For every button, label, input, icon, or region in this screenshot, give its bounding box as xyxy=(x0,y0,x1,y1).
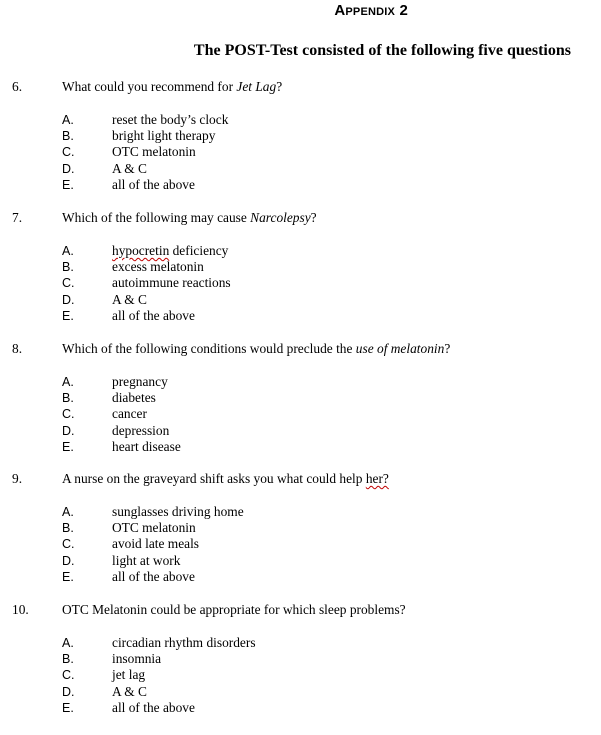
option-text: A & C xyxy=(112,160,147,176)
spellcheck-flagged-word: her? xyxy=(365,471,389,486)
option-letter: E. xyxy=(62,700,74,715)
option-text: all of the above xyxy=(112,568,195,584)
option-text: heart disease xyxy=(112,438,181,454)
option-letter: D. xyxy=(62,161,75,176)
option-letter: D. xyxy=(62,423,75,438)
answer-option xyxy=(0,553,601,569)
answer-option xyxy=(0,700,601,716)
question-text: OTC Melatonin could be appropriate for which sleep problems? xyxy=(62,602,406,617)
option-letter: E. xyxy=(62,308,74,323)
option-text: sunglasses driving home xyxy=(112,504,244,519)
option-letter: E. xyxy=(62,569,74,584)
question-number: 8. xyxy=(12,341,23,356)
option-letter: A. xyxy=(62,375,74,389)
spellcheck-flagged-word: hypocretin xyxy=(112,243,170,258)
answer-option xyxy=(0,635,601,651)
option-letter: E. xyxy=(62,177,74,192)
option-letter: B. xyxy=(62,521,74,536)
option-letter: B. xyxy=(62,129,74,144)
question-text: A nurse on the graveyard shift asks you what could help her? xyxy=(62,471,389,486)
option-text: avoid late meals xyxy=(112,536,200,552)
answer-option xyxy=(0,667,601,683)
option-text: autoimmune reactions xyxy=(112,275,231,291)
answer-option xyxy=(0,390,601,406)
page-title: The POST-Test consisted of the following five questions xyxy=(193,42,571,59)
answer-options xyxy=(0,112,601,193)
option-letter: E. xyxy=(62,439,74,454)
answer-option xyxy=(0,569,601,585)
answer-option xyxy=(0,243,601,259)
answer-options xyxy=(0,243,601,324)
option-text: OTC melatonin xyxy=(112,144,196,160)
question-emphasis: Narcolepsy xyxy=(250,210,311,225)
option-text: insomnia xyxy=(112,651,162,667)
option-text: cancer xyxy=(112,406,147,422)
option-text: hypocretin deficiency xyxy=(112,243,229,258)
option-letter: A. xyxy=(62,244,74,258)
option-letter: A. xyxy=(62,636,74,650)
option-text: A & C xyxy=(112,683,147,699)
answer-option xyxy=(0,259,601,275)
option-letter: A. xyxy=(62,505,74,519)
option-text: diabetes xyxy=(112,390,156,406)
question-text: Which of the following may cause Narcolepsy? xyxy=(62,210,317,225)
option-text: light at work xyxy=(112,552,181,568)
answer-option xyxy=(0,423,601,439)
option-letter: D. xyxy=(62,292,75,307)
answer-option xyxy=(0,308,601,324)
option-text: jet lag xyxy=(112,667,146,683)
option-letter: C. xyxy=(62,276,75,291)
answer-option xyxy=(0,374,601,390)
answer-option xyxy=(0,439,601,455)
answer-option xyxy=(0,144,601,160)
option-letter: C. xyxy=(62,407,75,422)
option-text: bright light therapy xyxy=(112,128,216,144)
answer-option xyxy=(0,161,601,177)
answer-option xyxy=(0,275,601,291)
answer-option xyxy=(0,684,601,700)
option-text: OTC melatonin xyxy=(112,520,196,536)
answer-option xyxy=(0,128,601,144)
answer-option xyxy=(0,504,601,520)
question-number: 6. xyxy=(12,79,23,94)
option-letter: D. xyxy=(62,553,75,568)
question-emphasis: use of melatonin xyxy=(355,341,445,356)
option-text: circadian rhythm disorders xyxy=(112,635,256,650)
option-letter: C. xyxy=(62,537,75,552)
option-text: reset the body’s clock xyxy=(112,112,229,127)
option-letter: A. xyxy=(62,113,74,127)
appendix-heading: Appendix 2 xyxy=(334,2,408,19)
option-letter: B. xyxy=(62,391,74,406)
answer-options xyxy=(0,635,601,716)
question-emphasis: Jet Lag xyxy=(236,79,277,94)
answer-options xyxy=(0,504,601,585)
option-letter: C. xyxy=(62,145,75,160)
option-text: all of the above xyxy=(112,307,195,323)
answer-option xyxy=(0,177,601,193)
option-letter: C. xyxy=(62,668,75,683)
option-text: A & C xyxy=(112,291,147,307)
option-letter: D. xyxy=(62,684,75,699)
question-text: What could you recommend for Jet Lag? xyxy=(62,79,283,94)
question-number: 7. xyxy=(12,210,23,225)
answer-option xyxy=(0,520,601,536)
answer-option xyxy=(0,292,601,308)
answer-option xyxy=(0,112,601,128)
answer-option xyxy=(0,406,601,422)
option-text: depression xyxy=(112,422,170,438)
answer-options xyxy=(0,374,601,455)
answer-option xyxy=(0,536,601,552)
question-number: 10. xyxy=(12,602,29,617)
option-text: all of the above xyxy=(112,176,195,192)
option-text: pregnancy xyxy=(112,374,168,389)
option-text: excess melatonin xyxy=(112,259,204,275)
option-text: all of the above xyxy=(112,699,195,715)
question-text: Which of the following conditions would preclude the use of melatonin? xyxy=(62,341,451,356)
answer-option xyxy=(0,651,601,667)
option-letter: B. xyxy=(62,652,74,667)
option-letter: B. xyxy=(62,260,74,275)
question-number: 9. xyxy=(12,471,23,486)
